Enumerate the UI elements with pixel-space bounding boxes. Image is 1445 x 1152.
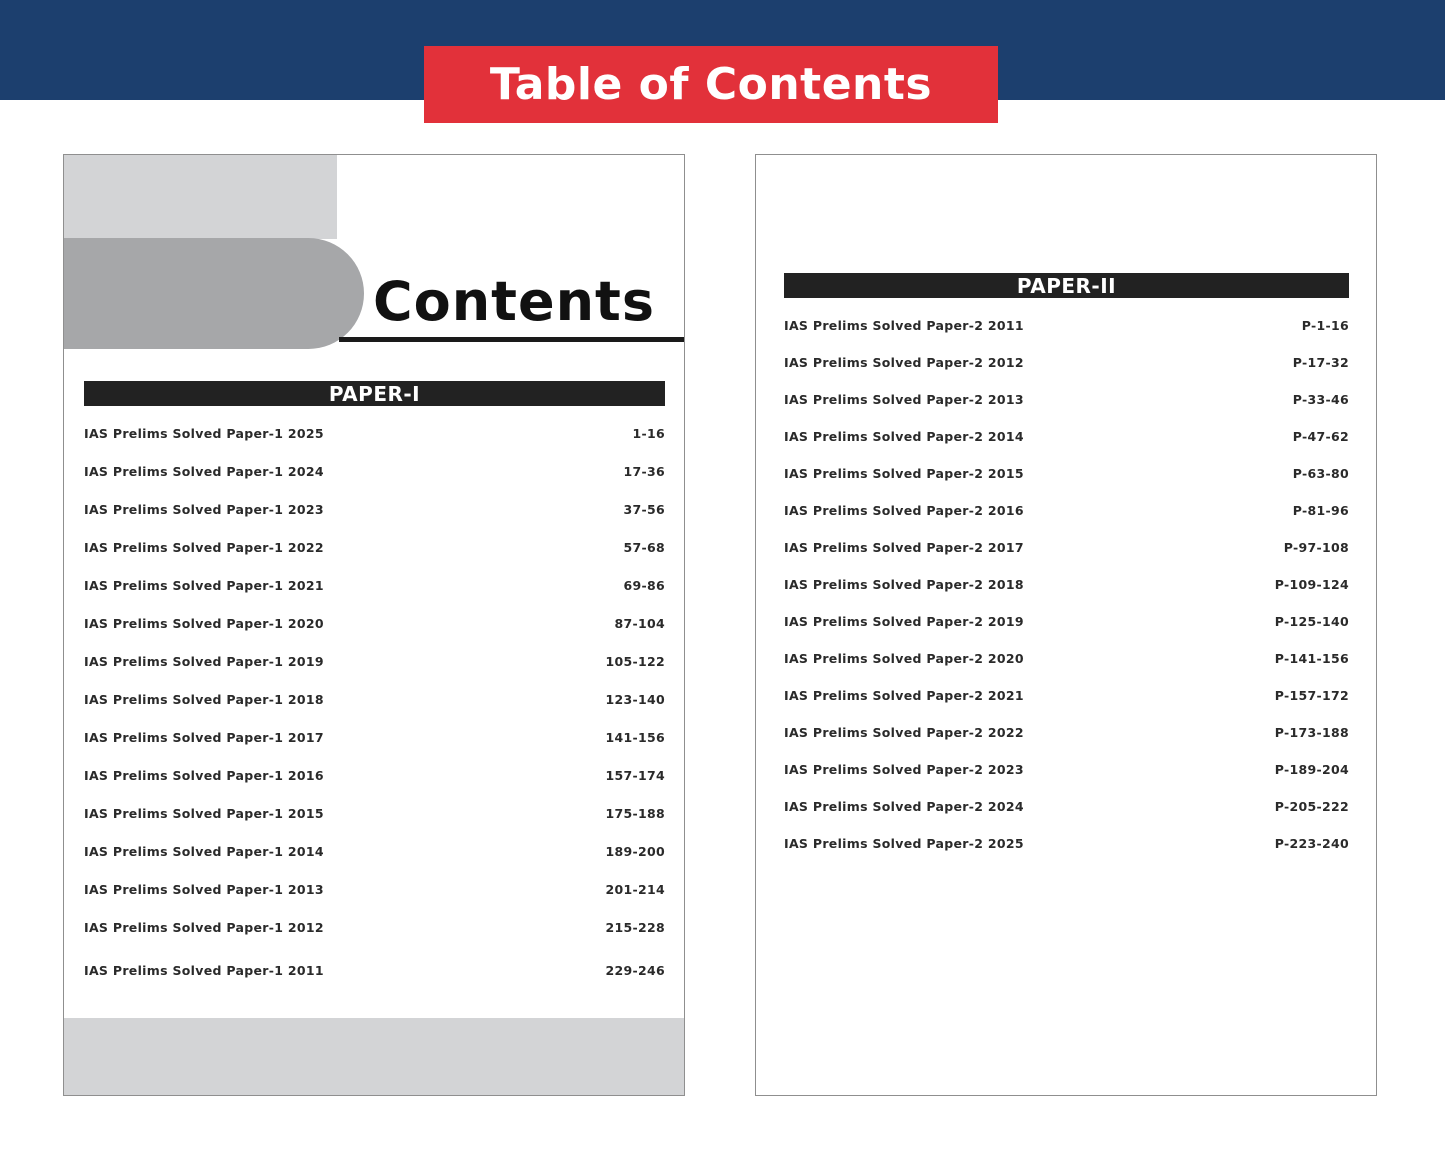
toc-entry[interactable] [784, 537, 1349, 557]
toc-entry-title: IAS Prelims Solved Paper-2 2015 [784, 465, 1024, 481]
toc-entry[interactable] [784, 463, 1349, 483]
toc-entry-pages: P-109-124 [1274, 576, 1349, 592]
toc-entry-pages: P-17-32 [1292, 354, 1349, 370]
toc-entry[interactable] [84, 727, 665, 747]
toc-entry-title: IAS Prelims Solved Paper-1 2020 [84, 615, 324, 631]
toc-entry-pages: 69-86 [623, 577, 665, 593]
toc-entry-pages: 1-16 [632, 425, 665, 441]
toc-entry-pages: P-125-140 [1274, 613, 1349, 629]
toc-entry-pages: P-1-16 [1301, 317, 1349, 333]
toc-entry-title: IAS Prelims Solved Paper-2 2014 [784, 428, 1024, 444]
footer-band [64, 1018, 684, 1095]
toc-entry-pages: P-33-46 [1292, 391, 1349, 407]
toc-entry[interactable] [84, 689, 665, 709]
toc-entry[interactable] [784, 315, 1349, 335]
toc-entry-pages: 37-56 [623, 501, 665, 517]
toc-entry-pages: P-63-80 [1292, 465, 1349, 481]
toc-entry-title: IAS Prelims Solved Paper-2 2020 [784, 650, 1024, 666]
toc-entry[interactable] [84, 765, 665, 785]
toc-entry-title: IAS Prelims Solved Paper-2 2012 [784, 354, 1024, 370]
toc-entry[interactable] [84, 423, 665, 443]
toc-entry-pages: 189-200 [605, 843, 665, 859]
toc-entry[interactable] [84, 917, 665, 937]
page-title: Table of Contents [424, 46, 998, 123]
toc-entry-title: IAS Prelims Solved Paper-1 2018 [84, 691, 324, 707]
toc-entry-pages: 105-122 [605, 653, 665, 669]
toc-entry[interactable] [84, 960, 665, 980]
toc-entry-pages: 141-156 [605, 729, 665, 745]
toc-entry-title: IAS Prelims Solved Paper-1 2014 [84, 843, 324, 859]
toc-entry[interactable] [784, 722, 1349, 742]
toc-entry-title: IAS Prelims Solved Paper-2 2021 [784, 687, 1024, 703]
section-header-paper-1: PAPER-I [84, 381, 665, 406]
toc-entry[interactable] [784, 500, 1349, 520]
toc-entry-title: IAS Prelims Solved Paper-1 2015 [84, 805, 324, 821]
toc-entry-pages: 157-174 [605, 767, 665, 783]
toc-entry-title: IAS Prelims Solved Paper-2 2022 [784, 724, 1024, 740]
toc-entry-title: IAS Prelims Solved Paper-2 2023 [784, 761, 1024, 777]
toc-entry[interactable] [84, 499, 665, 519]
toc-entry-title: IAS Prelims Solved Paper-1 2013 [84, 881, 324, 897]
toc-entry[interactable] [784, 389, 1349, 409]
toc-entry-title: IAS Prelims Solved Paper-1 2023 [84, 501, 324, 517]
toc-entry-pages: 87-104 [614, 615, 665, 631]
toc-entry-pages: P-81-96 [1292, 502, 1349, 518]
toc-entry-title: IAS Prelims Solved Paper-1 2017 [84, 729, 324, 745]
toc-entry-title: IAS Prelims Solved Paper-1 2021 [84, 577, 324, 593]
toc-entry-title: IAS Prelims Solved Paper-2 2011 [784, 317, 1024, 333]
toc-entry[interactable] [784, 352, 1349, 372]
toc-entry[interactable] [784, 833, 1349, 853]
toc-entry-title: IAS Prelims Solved Paper-1 2022 [84, 539, 324, 555]
toc-entry-title: IAS Prelims Solved Paper-2 2017 [784, 539, 1024, 555]
contents-heading: Contents [373, 270, 656, 333]
toc-entry[interactable] [784, 574, 1349, 594]
toc-entry-pages: 57-68 [623, 539, 665, 555]
toc-entry[interactable] [84, 575, 665, 595]
toc-entry-title: IAS Prelims Solved Paper-1 2012 [84, 919, 324, 935]
toc-entry-pages: 17-36 [623, 463, 665, 479]
section-header-paper-2: PAPER-II [784, 273, 1349, 298]
toc-entry-pages: P-157-172 [1274, 687, 1349, 703]
toc-entry-pages: P-47-62 [1292, 428, 1349, 444]
toc-entry-title: IAS Prelims Solved Paper-2 2019 [784, 613, 1024, 629]
toc-entry-pages: P-141-156 [1274, 650, 1349, 666]
toc-entry[interactable] [84, 461, 665, 481]
toc-entry-title: IAS Prelims Solved Paper-1 2024 [84, 463, 324, 479]
toc-entry[interactable] [784, 611, 1349, 631]
toc-entry-pages: P-189-204 [1274, 761, 1349, 777]
toc-entry-title: IAS Prelims Solved Paper-1 2016 [84, 767, 324, 783]
toc-entry[interactable] [784, 648, 1349, 668]
toc-entry-title: IAS Prelims Solved Paper-2 2025 [784, 835, 1024, 851]
toc-entry-title: IAS Prelims Solved Paper-2 2024 [784, 798, 1024, 814]
toc-entry-title: IAS Prelims Solved Paper-2 2013 [784, 391, 1024, 407]
toc-entry-title: IAS Prelims Solved Paper-1 2011 [84, 962, 324, 978]
toc-entry-title: IAS Prelims Solved Paper-2 2018 [784, 576, 1024, 592]
toc-entry-pages: P-223-240 [1274, 835, 1349, 851]
decorative-block [64, 155, 337, 239]
toc-entry[interactable] [84, 651, 665, 671]
toc-entry-title: IAS Prelims Solved Paper-2 2016 [784, 502, 1024, 518]
toc-entry-pages: P-205-222 [1274, 798, 1349, 814]
toc-entry-pages: 229-246 [605, 962, 665, 978]
toc-entry[interactable] [784, 426, 1349, 446]
decorative-tab [63, 238, 364, 349]
contents-page-paper-1 [63, 154, 685, 1096]
toc-entry[interactable] [784, 685, 1349, 705]
toc-entry[interactable] [84, 841, 665, 861]
toc-entry[interactable] [84, 879, 665, 899]
heading-underline [339, 337, 684, 342]
toc-entry-pages: P-97-108 [1283, 539, 1349, 555]
toc-entry[interactable] [84, 803, 665, 823]
toc-entry-title: IAS Prelims Solved Paper-1 2019 [84, 653, 324, 669]
toc-entry-pages: 123-140 [605, 691, 665, 707]
toc-entry[interactable] [84, 537, 665, 557]
toc-entry-pages: P-173-188 [1274, 724, 1349, 740]
contents-page-paper-2 [755, 154, 1377, 1096]
toc-entry[interactable] [84, 613, 665, 633]
toc-entry[interactable] [784, 796, 1349, 816]
toc-entry-pages: 201-214 [605, 881, 665, 897]
toc-entry-pages: 175-188 [605, 805, 665, 821]
toc-entry-title: IAS Prelims Solved Paper-1 2025 [84, 425, 324, 441]
toc-entry-pages: 215-228 [605, 919, 665, 935]
toc-entry[interactable] [784, 759, 1349, 779]
